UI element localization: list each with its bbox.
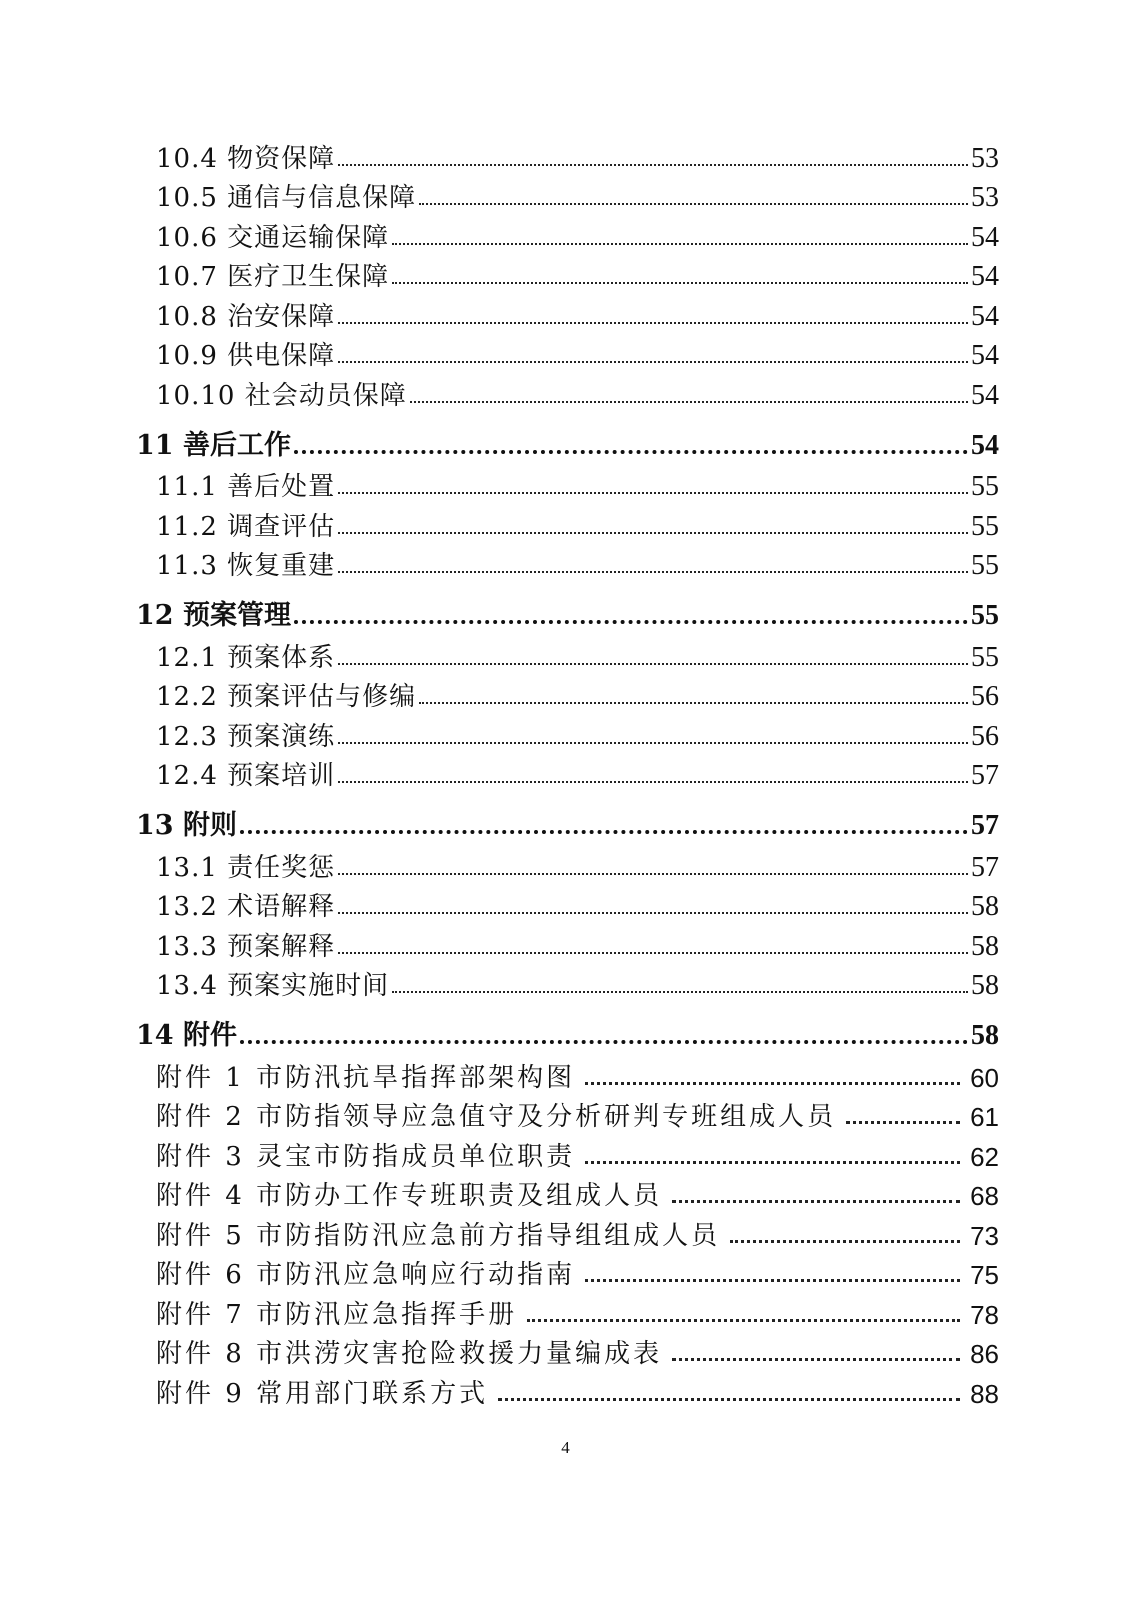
- toc-entry-page: 53: [971, 142, 999, 174]
- toc-entry-label: 11.2 调查评估: [156, 511, 336, 542]
- dot-leader: [338, 912, 968, 914]
- toc-attachment-label: 附件 2 市防指领导应急值守及分析研判专班组成人员: [156, 1102, 837, 1132]
- toc-attachment[interactable]: [136, 1173, 999, 1213]
- dot-leader: [846, 1121, 960, 1124]
- toc-chapter[interactable]: [136, 582, 999, 634]
- dot-leader: [527, 1319, 960, 1322]
- toc-entry-page: 55: [971, 641, 999, 673]
- toc-entry-page: 57: [971, 760, 999, 791]
- dot-leader: [392, 243, 968, 245]
- table-of-contents: [136, 135, 999, 1410]
- dot-leader: [672, 1358, 960, 1361]
- toc-entry[interactable]: [136, 293, 999, 333]
- toc-chapter[interactable]: [136, 1002, 999, 1054]
- dot-leader: [338, 781, 968, 783]
- toc-entry-label: 12.2 预案评估与修编: [156, 682, 417, 712]
- dot-leader: [585, 1082, 960, 1085]
- dot-leader: [419, 203, 968, 205]
- toc-attachment-page: 73: [970, 1220, 999, 1251]
- toc-attachment[interactable]: [136, 1212, 999, 1252]
- toc-attachment-label: 附件 3 灵宝市防指成员单位职责: [156, 1141, 576, 1172]
- toc-entry-page: 54: [971, 379, 999, 411]
- dot-leader: [410, 401, 968, 403]
- toc-entry[interactable]: [136, 884, 999, 924]
- toc-entry-label: 12.4 预案培训: [156, 761, 336, 791]
- toc-attachment-label: 附件 7 市防汛应急指挥手册: [156, 1299, 518, 1330]
- dot-leader: [338, 322, 968, 324]
- toc-chapter[interactable]: [136, 792, 999, 844]
- toc-entry[interactable]: [136, 464, 999, 504]
- dot-leader: [585, 1161, 960, 1164]
- dot-leader: [672, 1200, 960, 1203]
- toc-attachment-page: 75: [970, 1260, 999, 1290]
- dot-leader: [392, 282, 968, 284]
- dot-leader: [338, 361, 968, 363]
- toc-attachment-label: 附件 9 常用部门联系方式: [156, 1378, 489, 1409]
- toc-attachment-page: 60: [970, 1062, 999, 1093]
- dot-leader: [585, 1279, 960, 1282]
- toc-chapter-label: 12 预案管理: [136, 600, 291, 631]
- toc-attachment-page: 68: [970, 1181, 999, 1211]
- toc-attachment[interactable]: [136, 1370, 999, 1410]
- toc-chapter-label: 13 附则: [136, 810, 237, 841]
- toc-entry-page: 55: [971, 510, 999, 542]
- toc-entry[interactable]: [136, 674, 999, 714]
- toc-entry-page: 54: [971, 300, 999, 332]
- toc-entry-label: 13.3 预案解释: [156, 931, 336, 962]
- toc-entry[interactable]: [136, 963, 999, 1003]
- toc-entry[interactable]: [136, 713, 999, 753]
- toc-entry[interactable]: [136, 175, 999, 215]
- toc-chapter-label: 11 善后工作: [136, 429, 291, 461]
- toc-entry-page: 54: [971, 261, 999, 292]
- dot-leader: [419, 702, 968, 704]
- toc-entry[interactable]: [136, 503, 999, 543]
- dot-leader: [338, 952, 968, 954]
- toc-entry-page: 58: [971, 970, 999, 1001]
- toc-entry[interactable]: [136, 135, 999, 175]
- toc-attachment-label: 附件 1 市防汛抗旱指挥部架构图: [156, 1062, 576, 1093]
- toc-entry-label: 10.7 医疗卫生保障: [156, 262, 390, 292]
- toc-attachment[interactable]: [136, 1331, 999, 1371]
- toc-entry[interactable]: [136, 372, 999, 412]
- toc-chapter-label: 14 附件: [136, 1020, 237, 1051]
- toc-entry[interactable]: [136, 254, 999, 294]
- toc-chapter[interactable]: [136, 412, 999, 464]
- toc-entry[interactable]: [136, 214, 999, 254]
- toc-entry-page: 56: [971, 720, 999, 752]
- toc-entry[interactable]: [136, 753, 999, 793]
- toc-entry-label: 10.10 社会动员保障: [156, 380, 407, 411]
- toc-entry-page: 58: [971, 891, 999, 922]
- dot-leader: [338, 492, 968, 494]
- toc-entry[interactable]: [136, 333, 999, 373]
- dot-leader: [240, 1040, 968, 1044]
- toc-entry-page: 53: [971, 182, 999, 213]
- toc-chapter-page: 58: [971, 1020, 999, 1051]
- toc-entry-label: 13.2 术语解释: [156, 892, 336, 922]
- toc-entry-label: 11.3 恢复重建: [156, 551, 336, 581]
- dot-leader: [392, 991, 968, 993]
- dot-leader: [294, 450, 968, 454]
- toc-attachment-label: 附件 6 市防汛应急响应行动指南: [156, 1260, 576, 1290]
- toc-attachment[interactable]: [136, 1252, 999, 1292]
- toc-entry-label: 10.4 物资保障: [156, 143, 336, 174]
- toc-entry-page: 54: [971, 221, 999, 253]
- dot-leader: [338, 873, 968, 875]
- toc-entry-page: 55: [971, 550, 999, 581]
- toc-entry-label: 12.3 预案演练: [156, 721, 336, 752]
- toc-attachment-page: 88: [970, 1378, 999, 1409]
- dot-leader: [338, 532, 968, 534]
- toc-entry[interactable]: [136, 844, 999, 884]
- toc-entry[interactable]: [136, 923, 999, 963]
- toc-chapter-page: 54: [971, 429, 999, 461]
- toc-entry-label: 10.6 交通运输保障: [156, 222, 390, 253]
- toc-entry-page: 57: [971, 851, 999, 883]
- toc-entry-label: 13.4 预案实施时间: [156, 971, 390, 1001]
- toc-attachment[interactable]: [136, 1291, 999, 1331]
- toc-attachment[interactable]: [136, 1133, 999, 1173]
- toc-attachment[interactable]: [136, 1094, 999, 1134]
- toc-entry-page: 56: [971, 681, 999, 712]
- toc-entry[interactable]: [136, 543, 999, 583]
- dot-leader: [240, 830, 968, 834]
- toc-attachment-page: 86: [970, 1339, 999, 1369]
- dot-leader: [338, 571, 968, 573]
- toc-entry-label: 12.1 预案体系: [156, 642, 336, 673]
- toc-entry-label: 11.1 善后处置: [156, 472, 336, 502]
- toc-attachment[interactable]: [136, 1054, 999, 1094]
- toc-attachment-page: 78: [970, 1299, 999, 1330]
- toc-attachment-label: 附件 5 市防指防汛应急前方指导组组成人员: [156, 1220, 721, 1251]
- toc-attachment-page: 62: [970, 1141, 999, 1172]
- toc-entry-label: 10.8 治安保障: [156, 301, 336, 332]
- toc-entry-label: 13.1 责任奖惩: [156, 852, 336, 883]
- toc-attachment-page: 61: [970, 1102, 999, 1132]
- toc-entry-page: 54: [971, 340, 999, 371]
- toc-chapter-page: 55: [971, 600, 999, 631]
- toc-entry-page: 55: [971, 471, 999, 502]
- dot-leader: [730, 1240, 960, 1243]
- dot-leader: [294, 620, 968, 624]
- toc-attachment-label: 附件 8 市洪涝灾害抢险救援力量编成表: [156, 1339, 663, 1369]
- toc-entry-label: 10.5 通信与信息保障: [156, 183, 417, 213]
- page-number: 4: [561, 1438, 570, 1457]
- toc-entry-page: 58: [971, 930, 999, 962]
- dot-leader: [498, 1398, 960, 1401]
- toc-attachment-label: 附件 4 市防办工作专班职责及组成人员: [156, 1181, 663, 1211]
- dot-leader: [338, 742, 968, 744]
- dot-leader: [338, 164, 968, 166]
- toc-entry[interactable]: [136, 634, 999, 674]
- toc-chapter-page: 57: [971, 810, 999, 841]
- toc-entry-label: 10.9 供电保障: [156, 341, 336, 371]
- dot-leader: [338, 663, 968, 665]
